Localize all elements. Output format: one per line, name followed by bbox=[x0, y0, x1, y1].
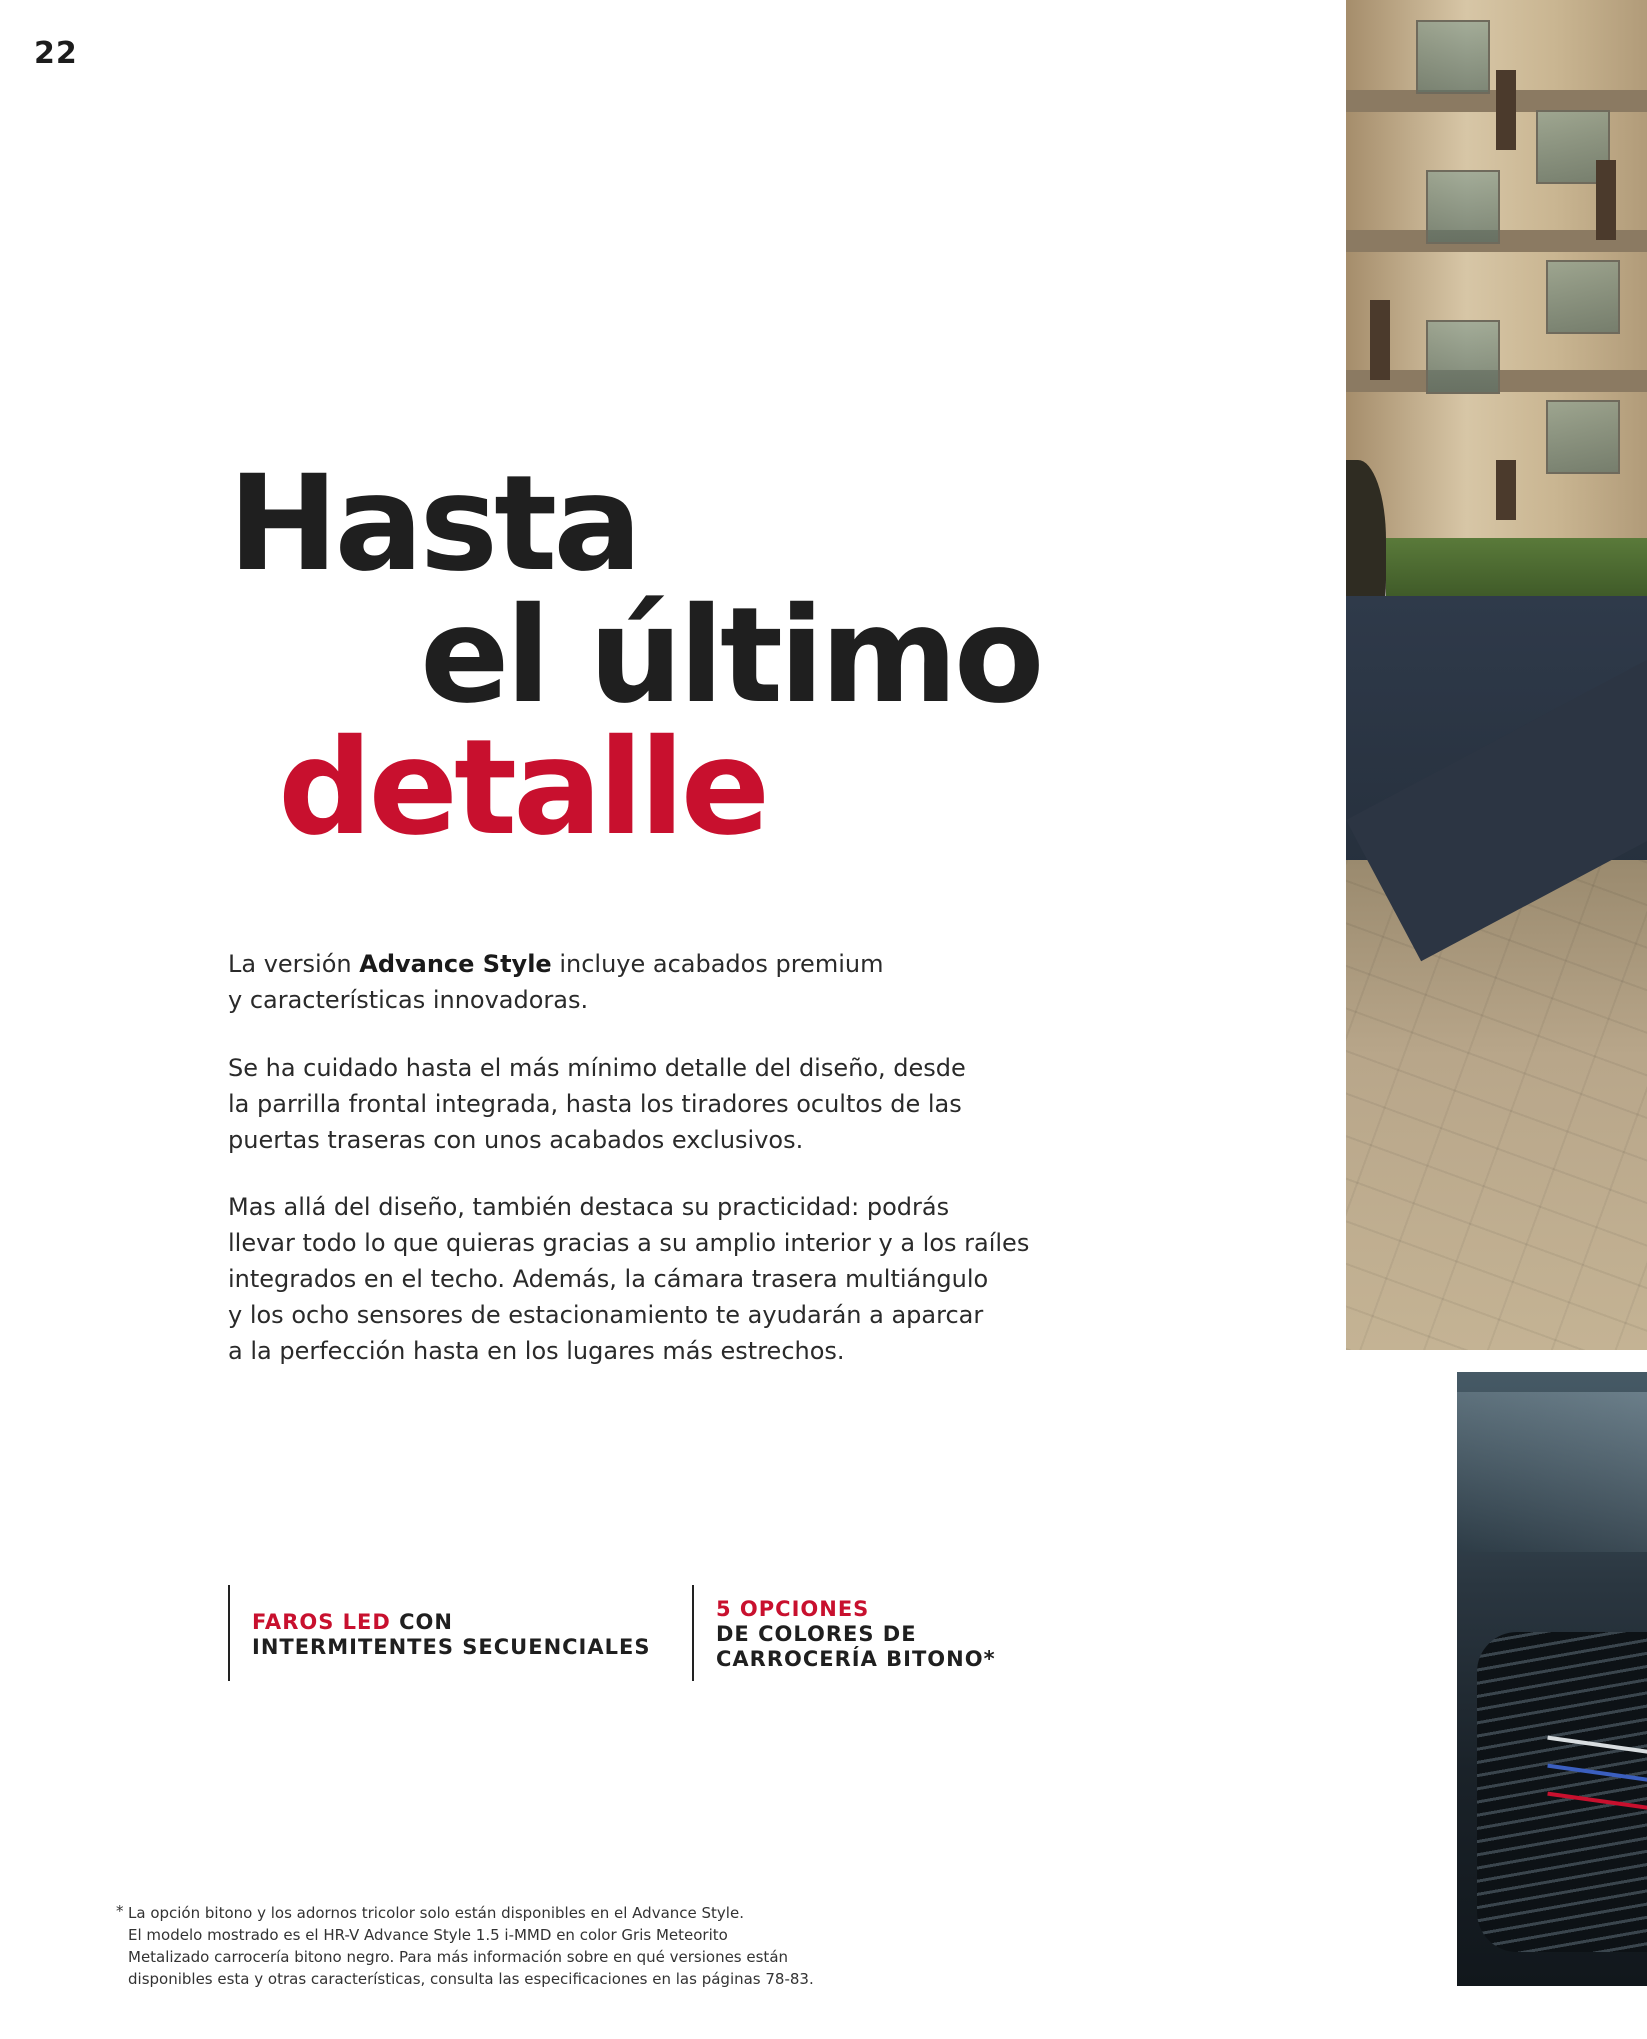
feature-led-lights bbox=[228, 1585, 668, 1681]
practicality-paragraph bbox=[228, 1189, 1078, 1369]
footnote-line: La opción bitono y los adornos tricolor solo están disponibles en el Advance Style. bbox=[128, 1904, 744, 1922]
feature-color-options bbox=[692, 1585, 1012, 1681]
hedge bbox=[1386, 538, 1647, 598]
window bbox=[1496, 460, 1516, 520]
design-line: Se ha cuidado hasta el más mínimo detalle del diseño, desde bbox=[228, 1054, 966, 1082]
intro-suffix: incluye acabados premium bbox=[551, 950, 884, 978]
headline-line-3-accent: detalle bbox=[278, 711, 767, 865]
window bbox=[1596, 160, 1616, 240]
intro-prefix: La versión bbox=[228, 950, 360, 978]
paved-street bbox=[1346, 860, 1647, 1350]
building-street-photo bbox=[1346, 0, 1647, 1350]
feature-text: INTERMITENTES SECUENCIALES bbox=[252, 1635, 651, 1659]
window bbox=[1496, 70, 1516, 150]
car-grille bbox=[1477, 1632, 1647, 1952]
headline-line-2: el último bbox=[420, 579, 1041, 733]
practicality-line: Mas allá del diseño, también destaca su practicidad: podrás bbox=[228, 1193, 950, 1221]
balcony bbox=[1426, 170, 1500, 244]
design-line: la parrilla frontal integrada, hasta los tiradores ocultos de las bbox=[228, 1090, 962, 1118]
footnote-line: Metalizado carrocería bitono negro. Para más información sobre en qué versiones están bbox=[128, 1948, 789, 1966]
intro-model-name: Advance Style bbox=[359, 950, 552, 978]
car-grille-photo bbox=[1457, 1372, 1647, 1986]
feature-text: DE COLORES DE bbox=[716, 1622, 917, 1646]
footnote-line: disponibles esta y otras características, consulta las especificaciones en las páginas 78-83. bbox=[128, 1970, 814, 1988]
feature-highlight: FAROS LED bbox=[252, 1610, 391, 1634]
headline-line-1: Hasta bbox=[228, 447, 639, 601]
feature-text: CARROCERÍA BITONO* bbox=[716, 1647, 996, 1671]
footnote bbox=[116, 1902, 916, 1990]
balcony bbox=[1416, 20, 1490, 94]
balcony bbox=[1546, 400, 1620, 474]
balcony bbox=[1426, 320, 1500, 394]
practicality-line: a la perfección hasta en los lugares más estrechos. bbox=[228, 1337, 845, 1365]
page-number: 22 bbox=[34, 36, 78, 71]
feature-highlight: 5 OPCIONES bbox=[716, 1597, 870, 1621]
intro-line-2: y características innovadoras. bbox=[228, 986, 589, 1014]
intro-paragraph bbox=[228, 946, 1078, 1018]
footnote-line: El modelo mostrado es el HR-V Advance Style 1.5 i-MMD en color Gris Meteorito bbox=[128, 1926, 728, 1944]
practicality-line: integrados en el techo. Además, la cámara trasera multiángulo bbox=[228, 1265, 989, 1293]
window bbox=[1370, 300, 1390, 380]
design-line: puertas traseras con unos acabados exclusivos. bbox=[228, 1126, 804, 1154]
footnote-asterisk: * bbox=[116, 1902, 124, 1920]
feature-text: CON bbox=[390, 1610, 453, 1634]
practicality-line: y los ocho sensores de estacionamiento te ayudarán a aparcar bbox=[228, 1301, 984, 1329]
balcony bbox=[1546, 260, 1620, 334]
design-paragraph bbox=[228, 1050, 1078, 1158]
practicality-line: llevar todo lo que quieras gracias a su amplio interior y a los raíles bbox=[228, 1229, 1030, 1257]
hood-reflection bbox=[1457, 1392, 1647, 1552]
